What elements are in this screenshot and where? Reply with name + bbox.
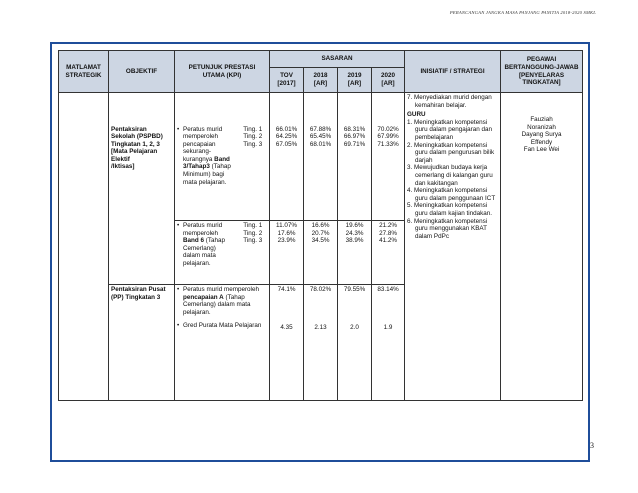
y2019-empty-cell xyxy=(338,93,372,125)
y2019-pp: 79.55% 2.0 xyxy=(338,285,372,401)
pegawai-name: Effendy xyxy=(530,138,553,146)
ting-list-b: Ting. 1 Ting. 2 Ting. 3 xyxy=(237,221,270,285)
strategy-table xyxy=(58,50,583,401)
tov-pp: 74.1% 4.35 xyxy=(270,285,304,401)
kpi-empty-cell xyxy=(175,93,237,125)
y2020-empty-cell xyxy=(372,93,405,125)
objektif-pspbd: Pentaksiran Sekolah (PSPBD) Tingkatan 1, 2, 3 [Mata Pelajaran Elektif /Iktisas] xyxy=(109,125,175,285)
header-objektif: OBJEKTIF xyxy=(109,51,175,93)
tov-empty-cell xyxy=(270,93,304,125)
inisiatif-cell xyxy=(405,93,501,401)
pegawai-name: Fauziah xyxy=(530,116,553,123)
y2019-a: 68.31% 66.97% 69.71% xyxy=(338,125,372,221)
kpi-pp: • Peratus murid memperoleh pencapaian A (Tahap Cemerlang) dalam mata pelajaran. • Gred Purata Mata Pelajaran xyxy=(175,285,270,401)
ting-list-a: Ting. 1 Ting. 2 Ting. 3 xyxy=(237,125,270,221)
header-matlamat: MATLAMAT STRATEGIK xyxy=(59,51,109,93)
matlamat-cell xyxy=(59,93,109,401)
pegawai-name: Noranizah xyxy=(527,123,556,131)
page-number: 3 xyxy=(590,441,594,450)
inisiatif-first-item: 7. Menyediakan murid dengan kemahiran belajar. xyxy=(407,94,492,109)
inisiatif-item: 3. Mewujudkan budaya kerja cemerlang di kalangan guru dan kakitangan xyxy=(407,164,493,187)
header-inisiatif: INISIATIF / STRATEGI xyxy=(405,51,501,93)
header-kpi: PETUNJUK PRESTASI UTAMA (KPI) xyxy=(175,51,270,93)
header-2020: 2020 [AR] xyxy=(372,68,405,93)
guru-label: GURU xyxy=(407,111,426,119)
y2020-pp: 83.14% 1.9 xyxy=(372,285,405,401)
y2020-b: 21.2% 27.8% 41.2% xyxy=(372,221,405,285)
y2018-a: 67.88% 65.45% 68.01% xyxy=(304,125,338,221)
ting-empty-cell xyxy=(237,93,270,125)
y2018-b: 16.6% 20.7% 34.5% xyxy=(304,221,338,285)
header-sasaran: SASARAN xyxy=(270,51,405,68)
kpi-band6: • Peratus murid memperoleh Band 6 (Tahap Cemerlang) dalam mata pelajaran. xyxy=(175,221,237,285)
tov-a: 66.01% 64.25% 67.05% xyxy=(270,125,304,221)
running-head: PERANCANGAN JANGKA MASA PANJANG PANITIA 2018-2020 SMKL xyxy=(449,10,596,15)
inisiatif-item: 4. Meningkatkan kompetensi guru dalam penggunaan ICT xyxy=(407,187,496,202)
header-pegawai: PEGAWAI BERTANGGUNG-JAWAB [PENYELARAS TINGKATAN] xyxy=(501,51,583,93)
inisiatif-item: 1. Meningkatkan kompetensi guru dalam pengajaran dan pembelajaran xyxy=(407,118,493,141)
inisiatif-item: 2. Meningkatkan kompetensi guru dalam pengurusan bilik darjah xyxy=(407,141,495,164)
pegawai-cell xyxy=(501,93,583,401)
y2018-pp: 78.02% 2.13 xyxy=(304,285,338,401)
pegawai-list xyxy=(503,116,580,154)
kpi-band3: • Peratus murid memperoleh pencapaian sekurang-kurangnya Band 3/Tahap3 (Tahap Minimum) bagi mata pelajaran. xyxy=(175,125,237,221)
objektif-pp: Pentaksiran Pusat (PP) Tingkatan 3 xyxy=(109,285,175,401)
inisiatif-item: 5. Meningkatkan kompetensi guru dalam kajian tindakan. xyxy=(407,202,493,217)
inisiatif-item: 6. Meningkatkan kompetensi guru menggunakan KBAT dalam PdPc xyxy=(407,217,488,240)
y2020-a: 70.02% 67.99% 71.33% xyxy=(372,125,405,221)
header-2019: 2019 [AR] xyxy=(338,68,372,93)
y2018-empty-cell xyxy=(304,93,338,125)
pegawai-name: Fan Lee Wei xyxy=(523,146,560,154)
header-2018: 2018 [AR] xyxy=(304,68,338,93)
y2019-b: 19.6% 24.3% 38.9% xyxy=(338,221,372,285)
table-row xyxy=(59,93,583,125)
header-tov: TOV [2017] xyxy=(270,68,304,93)
header-row-1 xyxy=(59,51,583,68)
tov-b: 11.07% 17.6% 23.9% xyxy=(270,221,304,285)
objektif-empty-cell xyxy=(109,93,175,125)
pegawai-name: Dayang Surya xyxy=(521,131,562,139)
